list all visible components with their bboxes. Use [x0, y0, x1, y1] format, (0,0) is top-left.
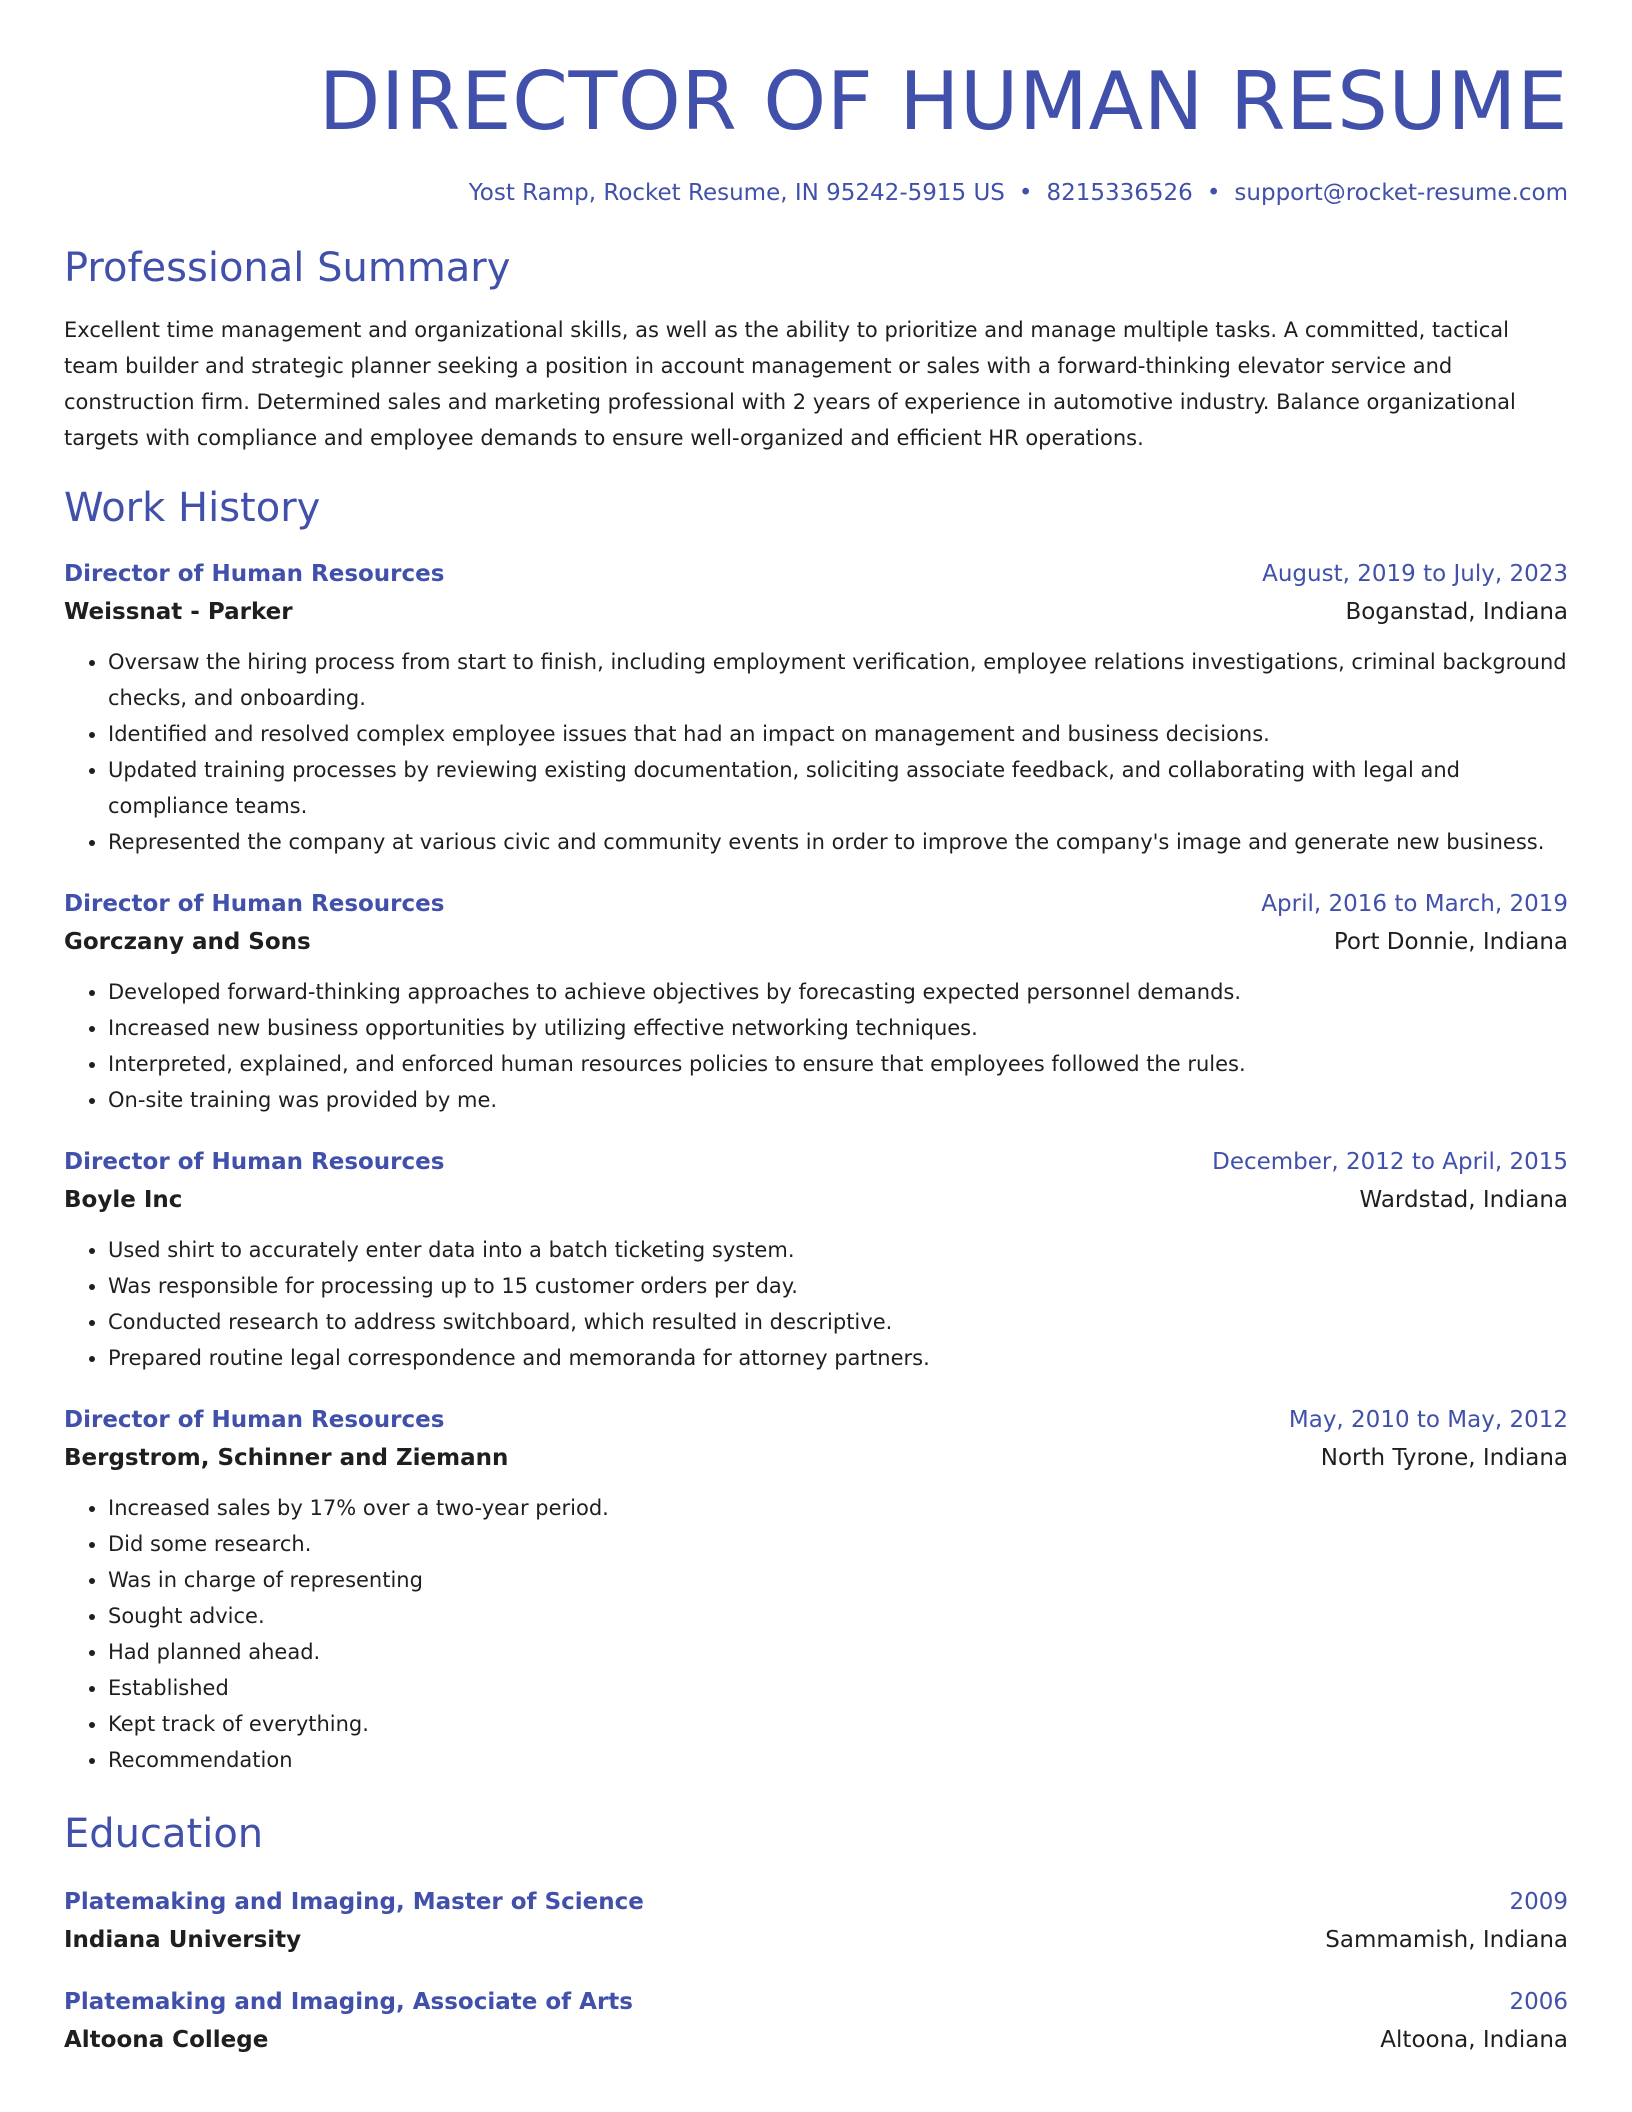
degree: Platemaking and Imaging, Master of Science	[64, 1889, 644, 1915]
company-name: Boyle Inc	[64, 1187, 183, 1213]
summary-text: Excellent time management and organizational skills, as well as the ability to prioritize and manage multiple tasks. A committed, tactical team builder and strategic planner seeking a position in account management or sales with a forward-thinking elevator service and construction firm. Determined sales and marketing professional with 2 years of experience in automotive industry. Balance organizational targets with compliance and employee demands to ensure well-organized and efficient HR operations.	[64, 318, 1516, 450]
list-item: • Established	[108, 1670, 1568, 1706]
degree: Platemaking and Imaging, Associate of Arts	[64, 1989, 633, 2015]
list-item: • Interpreted, explained, and enforced human resources policies to ensure that employees followed the rules.	[108, 1046, 1568, 1082]
work-entry	[64, 1144, 1568, 1376]
list-item: • Did some research.	[108, 1526, 1568, 1562]
list-item: • Was responsible for processing up to 15 customer orders per day.	[108, 1268, 1568, 1304]
school-name: Indiana University	[64, 1927, 302, 1953]
job-location: Boganstad, Indiana	[1345, 599, 1568, 625]
work-entry-subheader	[64, 1180, 1568, 1220]
list-item: • On-site training was provided by me.	[108, 1082, 1568, 1118]
section-title-work: Work History	[64, 485, 321, 531]
contact-address: Yost Ramp, Rocket Resume, IN 95242-5915 US	[468, 180, 1005, 206]
job-location: Wardstad, Indiana	[1359, 1187, 1568, 1213]
list-item: • Oversaw the hiring process from start to finish, including employment verification, employee relations investigations, criminal background checks, and onboarding.	[108, 644, 1568, 716]
company-name: Weissnat - Parker	[64, 599, 293, 625]
list-item: • Increased new business opportunities by utilizing effective networking techniques.	[108, 1010, 1568, 1046]
school-location: Altoona, Indiana	[1380, 2027, 1568, 2053]
education-entry-header	[64, 1884, 1568, 1920]
list-item: • Prepared routine legal correspondence and memoranda for attorney partners.	[108, 1340, 1568, 1376]
list-item: • Had planned ahead.	[108, 1634, 1568, 1670]
list-item: • Recommendation	[108, 1742, 1568, 1778]
resume-page	[64, 0, 1568, 2060]
contact-email: support@rocket-resume.com	[1234, 180, 1568, 206]
school-location: Sammamish, Indiana	[1325, 1927, 1568, 1953]
section-title-education: Education	[64, 1811, 264, 1857]
list-item: • Increased sales by 17% over a two-year period.	[108, 1490, 1568, 1526]
job-bullets	[64, 1232, 1568, 1376]
graduation-year: 2006	[1509, 1989, 1568, 2015]
job-title: Director of Human Resources	[64, 891, 445, 917]
job-dates: April, 2016 to March, 2019	[1261, 891, 1568, 917]
work-entry-subheader	[64, 922, 1568, 962]
job-location: North Tyrone, Indiana	[1320, 1445, 1568, 1471]
work-entry	[64, 886, 1568, 1118]
contact-line	[64, 178, 1568, 208]
work-entry-header	[64, 556, 1568, 592]
list-item: • Updated training processes by reviewing existing documentation, soliciting associate feedback, and collaborating with legal and compliance teams.	[108, 752, 1568, 824]
graduation-year: 2009	[1509, 1889, 1568, 1915]
contact-separator: •	[1018, 180, 1033, 206]
education-entry	[64, 1984, 1568, 2060]
job-bullets	[64, 974, 1568, 1118]
education-list	[64, 1884, 1568, 2060]
list-item: • Developed forward-thinking approaches to achieve objectives by forecasting expected personnel demands.	[108, 974, 1568, 1010]
education-entry	[64, 1884, 1568, 1960]
list-item: • Identified and resolved complex employee issues that had an impact on management and business decisions.	[108, 716, 1568, 752]
school-name: Altoona College	[64, 2027, 269, 2053]
resume-name: DIRECTOR OF HUMAN RESUME	[318, 55, 1568, 148]
work-entry-header	[64, 1402, 1568, 1438]
list-item: • Conducted research to address switchboard, which resulted in descriptive.	[108, 1304, 1568, 1340]
education-entry-header	[64, 1984, 1568, 2020]
work-entry-subheader	[64, 592, 1568, 632]
education-entry-subheader	[64, 1920, 1568, 1960]
work-entry-header	[64, 1144, 1568, 1180]
work-entry	[64, 1402, 1568, 1778]
work-entry-subheader	[64, 1438, 1568, 1478]
list-item: • Used shirt to accurately enter data into a batch ticketing system.	[108, 1232, 1568, 1268]
job-title: Director of Human Resources	[64, 1407, 445, 1433]
list-item: • Sought advice.	[108, 1598, 1568, 1634]
work-history-list	[64, 556, 1568, 1778]
company-name: Gorczany and Sons	[64, 929, 311, 955]
job-bullets	[64, 644, 1568, 860]
job-dates: December, 2012 to April, 2015	[1212, 1149, 1568, 1175]
company-name: Bergstrom, Schinner and Ziemann	[64, 1445, 509, 1471]
job-title: Director of Human Resources	[64, 561, 445, 587]
contact-separator: •	[1206, 180, 1221, 206]
education-entry-subheader	[64, 2020, 1568, 2060]
section-title-summary: Professional Summary	[64, 245, 511, 291]
job-dates: August, 2019 to July, 2023	[1262, 561, 1568, 587]
list-item: • Represented the company at various civic and community events in order to improve the company's image and generate new business.	[108, 824, 1568, 860]
work-entry-header	[64, 886, 1568, 922]
job-location: Port Donnie, Indiana	[1333, 929, 1568, 955]
list-item: • Was in charge of representing	[108, 1562, 1568, 1598]
contact-phone: 8215336526	[1046, 180, 1193, 206]
job-dates: May, 2010 to May, 2012	[1288, 1407, 1568, 1433]
work-entry	[64, 556, 1568, 860]
job-bullets	[64, 1490, 1568, 1778]
list-item: • Kept track of everything.	[108, 1706, 1568, 1742]
job-title: Director of Human Resources	[64, 1149, 445, 1175]
